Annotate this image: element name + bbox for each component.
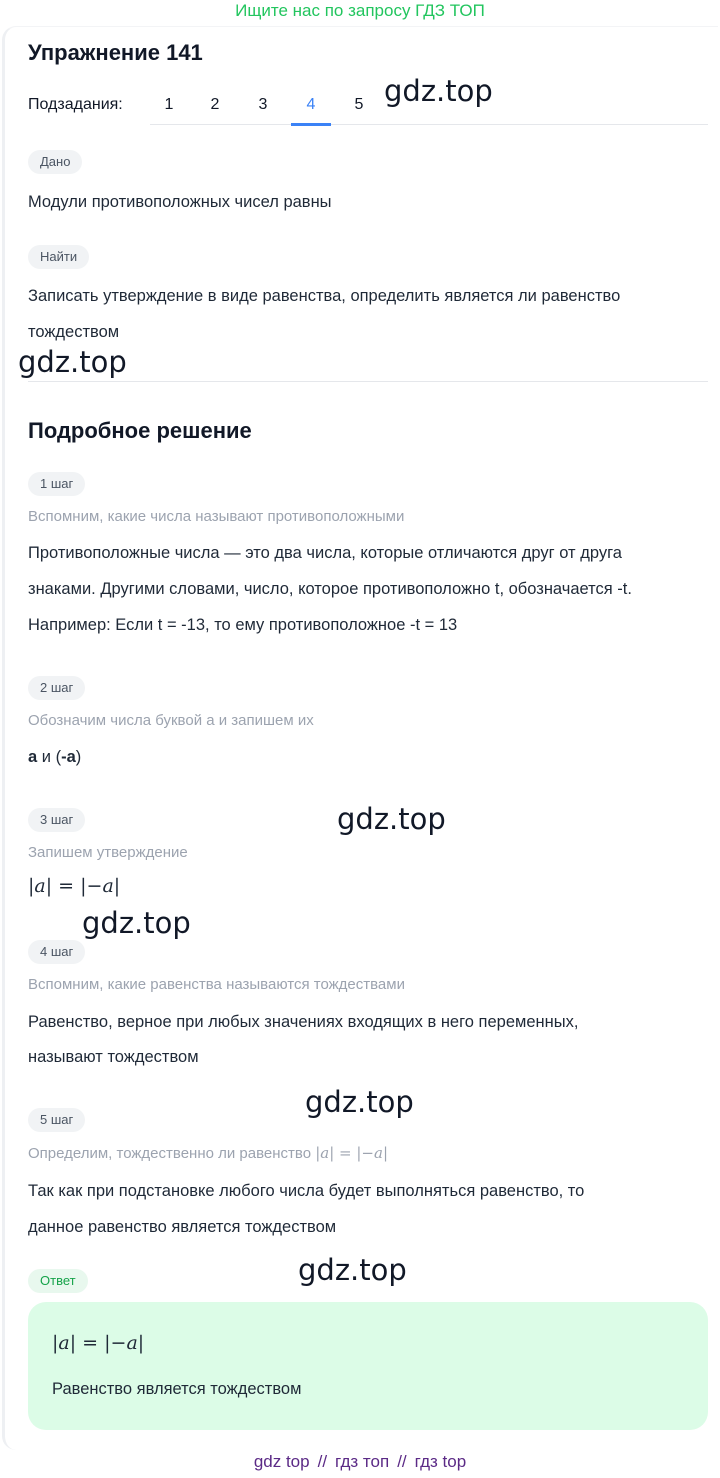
step-2-hint: Обозначим числа буквой а и запишем их <box>28 712 314 729</box>
footer-link-gdz-top-mixed[interactable]: гдз top <box>414 1452 467 1471</box>
step-2-var-a: а <box>28 748 38 766</box>
find-text-line-2: тождеством <box>28 323 120 341</box>
step-3-formula: |a| = |−a| <box>28 875 121 897</box>
footer-link-gdz-top[interactable]: gdz top <box>253 1452 310 1471</box>
solution-title: Подробное решение <box>28 418 252 443</box>
watermark: gdz.top <box>18 345 127 379</box>
watermark: gdz.top <box>384 74 493 108</box>
step-3-hint: Запишем утверждение <box>28 844 188 861</box>
find-text-line-1: Записать утверждение в виде равенства, определить является ли равенство <box>28 287 621 305</box>
step-1-line-3: Например: Если t = -13, то ему противоположное -t = 13 <box>28 616 458 634</box>
given-text: Модули противоположных чисел равны <box>28 193 332 211</box>
step-2-connector: и ( <box>37 748 62 766</box>
given-chip: Дано <box>28 150 82 174</box>
exercise-title: Упражнение 141 <box>28 40 203 65</box>
tab-subtask-5[interactable]: 5 <box>354 96 364 113</box>
section-divider <box>28 381 708 382</box>
step-5-line-2: данное равенство является тождеством <box>28 1218 337 1236</box>
footer-separator: // <box>317 1452 328 1471</box>
answer-box <box>28 1302 708 1430</box>
footer-links <box>0 1452 720 1472</box>
step-5-line-1: Так как при подстановке любого числа будет выполняться равенство, то <box>28 1182 585 1200</box>
step-5-hint: Определим, тождественно ли равенство <box>28 1145 312 1162</box>
answer-formula: |a| = |−a| <box>52 1332 145 1354</box>
step-1-line-1: Противоположные числа — это два числа, которые отличаются друг от друга <box>28 544 622 562</box>
tab-subtask-3[interactable]: 3 <box>258 96 268 113</box>
step-4-line-1: Равенство, верное при любых значениях входящих в него переменных, <box>28 1013 579 1031</box>
step-5-hint-formula: |a| = |−a| <box>315 1144 388 1162</box>
step-5-hint-row <box>28 1144 388 1162</box>
subtasks-label: Подзадания: <box>28 96 123 113</box>
tab-subtask-4[interactable]: 4 <box>306 96 316 113</box>
footer-link-gdz-top-ru[interactable]: гдз топ <box>335 1452 390 1471</box>
step-5-chip: 5 шаг <box>28 1108 85 1132</box>
active-tab-indicator <box>291 123 331 126</box>
answer-text: Равенство является тождеством <box>52 1380 302 1398</box>
step-2-close: ) <box>75 748 82 766</box>
step-3-chip: 3 шаг <box>28 808 85 832</box>
step-2-chip: 2 шаг <box>28 676 85 700</box>
answer-chip: Ответ <box>28 1269 88 1293</box>
tab-subtask-2[interactable]: 2 <box>210 96 220 113</box>
step-2-var-neg-a: -а <box>61 748 76 766</box>
step-1-hint: Вспомним, какие числа называют противоположными <box>28 508 405 525</box>
step-1-chip: 1 шаг <box>28 472 85 496</box>
find-chip: Найти <box>28 245 89 269</box>
subtask-tabs-divider <box>150 124 708 125</box>
step-2-expression <box>28 739 81 775</box>
step-4-chip: 4 шаг <box>28 940 85 964</box>
watermark: gdz.top <box>82 906 191 940</box>
watermark: gdz.top <box>298 1253 407 1287</box>
search-banner: Ищите нас по запросу ГДЗ ТОП <box>235 1 485 20</box>
tab-subtask-1[interactable]: 1 <box>164 96 174 113</box>
footer-separator: // <box>397 1452 407 1471</box>
step-1-line-2: знаками. Другими словами, число, которое противоположно t, обозначается -t. <box>28 580 632 598</box>
watermark: gdz.top <box>337 802 446 836</box>
step-4-line-2: называют тождеством <box>28 1048 199 1066</box>
watermark: gdz.top <box>305 1085 414 1119</box>
step-4-hint: Вспомним, какие равенства называются тождествами <box>28 976 405 993</box>
